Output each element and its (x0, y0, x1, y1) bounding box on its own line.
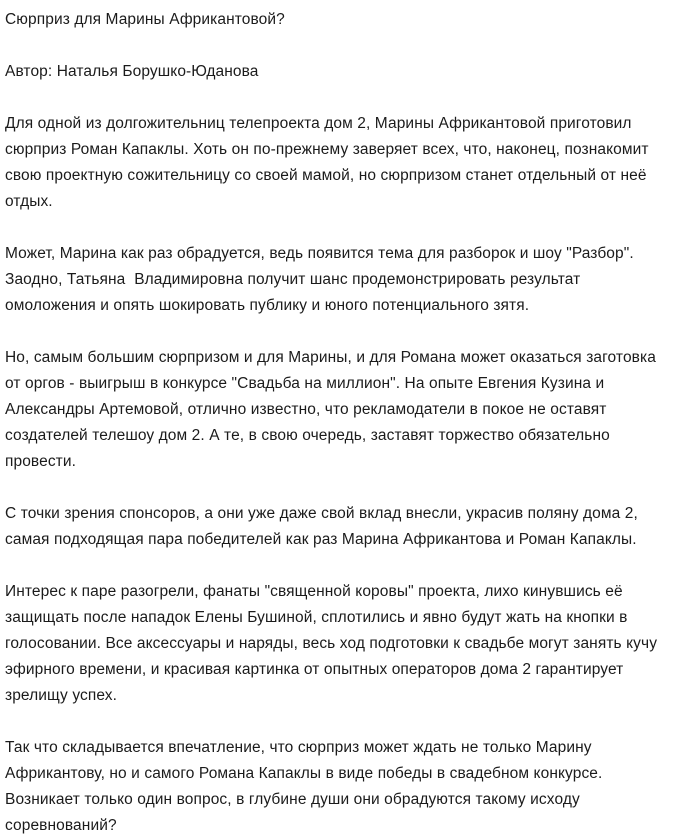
article-paragraph: Интерес к паре разогрели, фанаты "священной коровы" проекта, лихо кинувшись её защищать после нападок Елены Бушиной, сплотились и явно будут жать на кнопки в голосовании. Все аксессуары и наряды, весь ход подготовки к свадьбе могут занять кучу эфирного времени, и красивая картинка от опытных операторов дома 2 гарантирует зрелищу успех. (5, 583, 662, 704)
page-title: Сюрприз для Марины Африкантовой? (5, 11, 285, 28)
author-byline: Автор: Наталья Борушко-Юданова (5, 63, 259, 80)
article-paragraph: Может, Марина как раз обрадуется, ведь появится тема для разборок и шоу "Разбор". Заодно, Татьяна Владимировна получит шанс продемонстрировать результат омоложения и опять шокировать публику и юного потенциального зятя. (5, 245, 639, 314)
article-paragraph: С точки зрения спонсоров, а они уже даже свой вклад внесли, украсив поляну дома 2, самая подходящая пара победителей как раз Марина Африкантова и Роман Капаклы. (5, 505, 643, 548)
article-paragraph: Для одной из долгожительниц телепроекта дом 2, Марины Африкантовой приготовил сюрприз Роман Капаклы. Хоть он по-прежнему заверяет всех, что, наконец, познакомит свою проектную сожительницу со своей мамой, но сюрпризом станет отдельный от неё отдых. (5, 115, 654, 210)
article-paragraph: Так что складывается впечатление, что сюрприз может ждать не только Марину Африкантову, но и самого Романа Капаклы в виде победы в свадебном конкурсе. Возникает только один вопрос, в глубине души они обрадуются такому исходу соревнований? (5, 739, 607, 834)
article-paragraph: Но, самым большим сюрпризом и для Марины, и для Романа может оказаться заготовка от оргов - выигрыш в конкурсе "Свадьба на миллион". На опыте Евгения Кузина и Александры Артемовой, отлично известно, что рекламодатели в покое не оставят создателей телешоу дом 2. А те, в свою очередь, заставят торжество обязательно провести. (5, 349, 661, 470)
